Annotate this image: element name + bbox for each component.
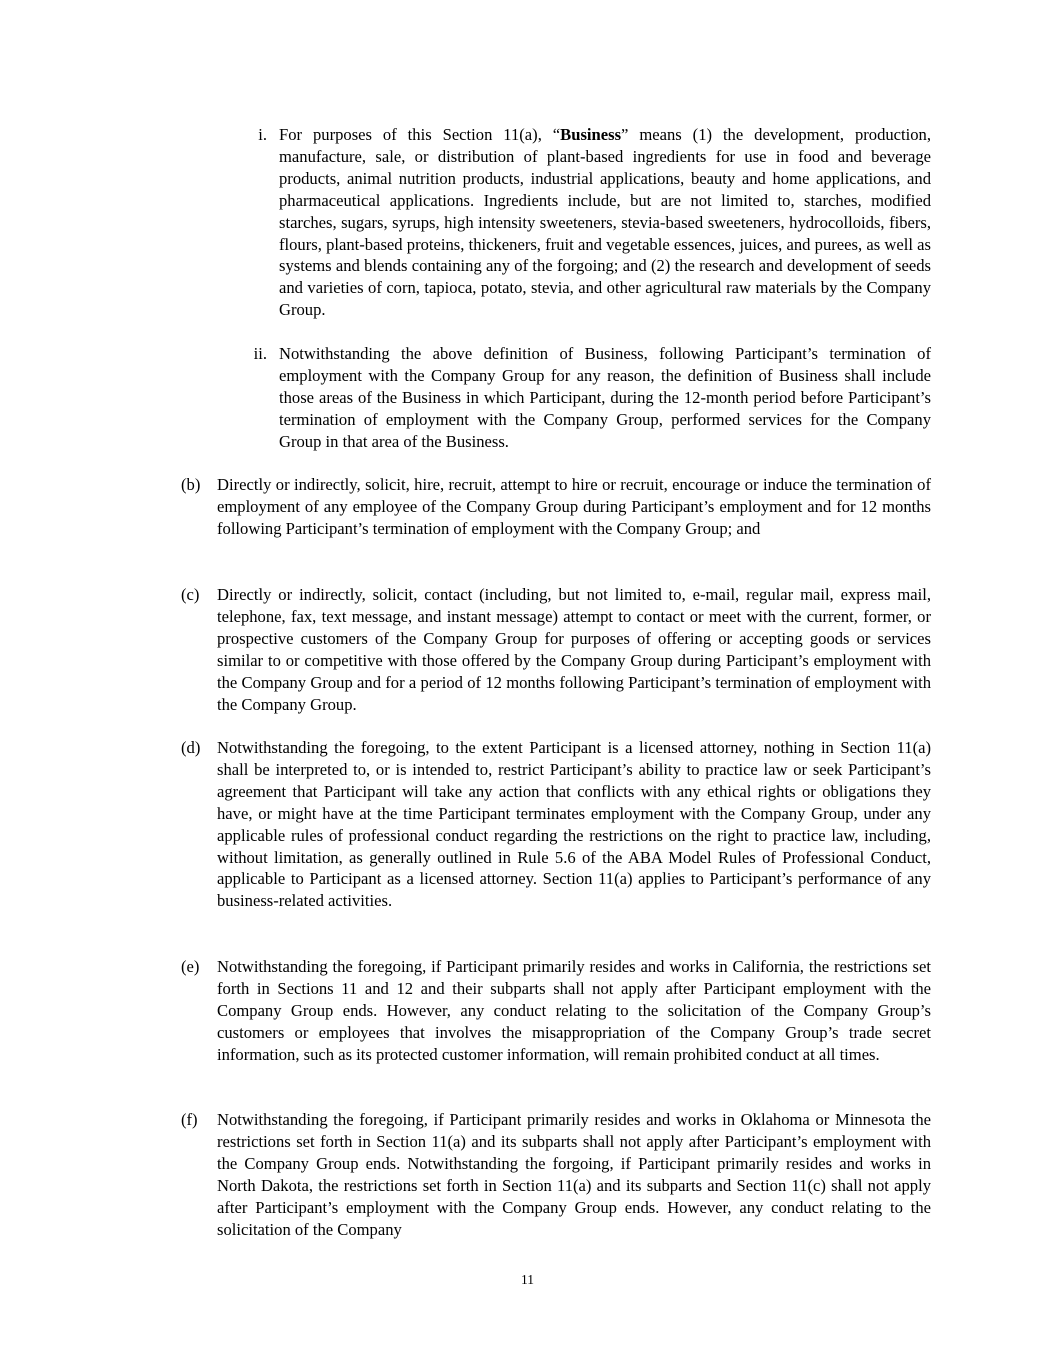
item-marker: i.: [258, 125, 267, 144]
item-text: Notwithstanding the foregoing, if Participant primarily resides and works in California, the restrictions set forth in Sections 11 and 12 and their subparts shall not apply after Participant employment with the Company Group ends. However, any conduct relating to the solicitation of the Company Group’s customers or employees that involves the misappropriation of the Company Group’s trade secret information, such as its protected customer information, will remain prohibited conduct at all times.: [217, 957, 931, 1064]
page-number: 11: [521, 1272, 534, 1287]
item-marker: (b): [181, 475, 201, 494]
definition-item-i: [258, 124, 931, 321]
item-marker: (e): [181, 957, 200, 976]
clause-b: [181, 474, 931, 540]
clause-f: [181, 1109, 931, 1240]
item-text-rest: ” means (1) the development, production, manufacture, sale, or distribution of plant-based ingredients for use in food and beverage products, animal nutrition products, industrial applications, beauty and home applications, and pharmaceutical applications. Ingredients include, but are not limited to, starches, modified starches, sugars, syrups, high intensity sweeteners, stevia-based sweeteners, hydrocolloids, fibers, flours, plant-based proteins, thickeners, fruit and vegetable essences, juices, and purees, as well as systems and blends containing any of the forgoing; and (2) the research and development of seeds and varieties of corn, tapioca, potato, stevia, and other agricultural raw materials by the Company Group.: [279, 125, 931, 320]
item-marker: (f): [181, 1110, 198, 1129]
clause-e: [181, 956, 931, 1066]
item-marker: (d): [181, 738, 201, 757]
definition-item-ii: [253, 343, 931, 453]
item-text-lead: For purposes of this Section 11(a), “: [279, 125, 561, 144]
business-defined-term: Business: [560, 125, 622, 144]
item-text: Directly or indirectly, solicit, hire, recruit, attempt to hire or recruit, encourage or induce the termination of employment of any employee of the Company Group during Participant’s employment and for 12 months following Participant’s termination of employment with the Company Group; and: [217, 475, 931, 538]
clause-c: [181, 584, 931, 715]
clause-d: [181, 737, 931, 912]
item-marker: ii.: [253, 344, 267, 363]
item-text: Notwithstanding the above definition of Business, following Participant’s termination of employment with the Company Group for any reason, the definition of Business shall include those areas of the Business in which Participant, during the 12-month period before Participant’s termination of employment with the Company Group, performed services for the Company Group in that area of the Business.: [279, 344, 931, 451]
item-text: [279, 125, 931, 319]
item-marker: (c): [181, 585, 200, 604]
item-text: Directly or indirectly, solicit, contact (including, but not limited to, e-mail, regular mail, express mail, telephone, fax, text message, and instant message) attempt to contact or meet with the current, former, or prospective customers of the Company Group for purposes of offering or accepting goods or services similar to or competitive with those offered by the Company Group during Participant’s employment with the Company Group and for a period of 12 months following Participant’s termination of employment with the Company Group.: [217, 585, 931, 714]
item-text: Notwithstanding the foregoing, if Participant primarily resides and works in Oklahoma or Minnesota the restrictions set forth in Section 11(a) and its subparts shall not apply after Participant’s employment with the Company Group ends. Notwithstanding the forgoing, if Participant primarily resides and works in North Dakota, the restrictions set forth in Section 11(a) and its subparts and Section 11(c) shall not apply after Participant’s employment with the Company Group ends. However, any conduct relating to the solicitation of the Company: [217, 1110, 931, 1239]
item-text: Notwithstanding the foregoing, to the extent Participant is a licensed attorney, nothing in Section 11(a) shall be interpreted to, or is intended to, restrict Participant’s ability to practice law or seek Participant’s agreement that Participant will take any action that conflicts with any ethical rights or obligations they have, or might have at the time Participant terminates employment with the Company Group, under any applicable rules of professional conduct regarding the restrictions on the right to practice law, including, without limitation, as generally outlined in Rule 5.6 of the ABA Model Rules of Professional Conduct, applicable to Participant as a licensed attorney. Section 11(a) applies to Participant’s performance of any business-related activities.: [217, 738, 931, 911]
